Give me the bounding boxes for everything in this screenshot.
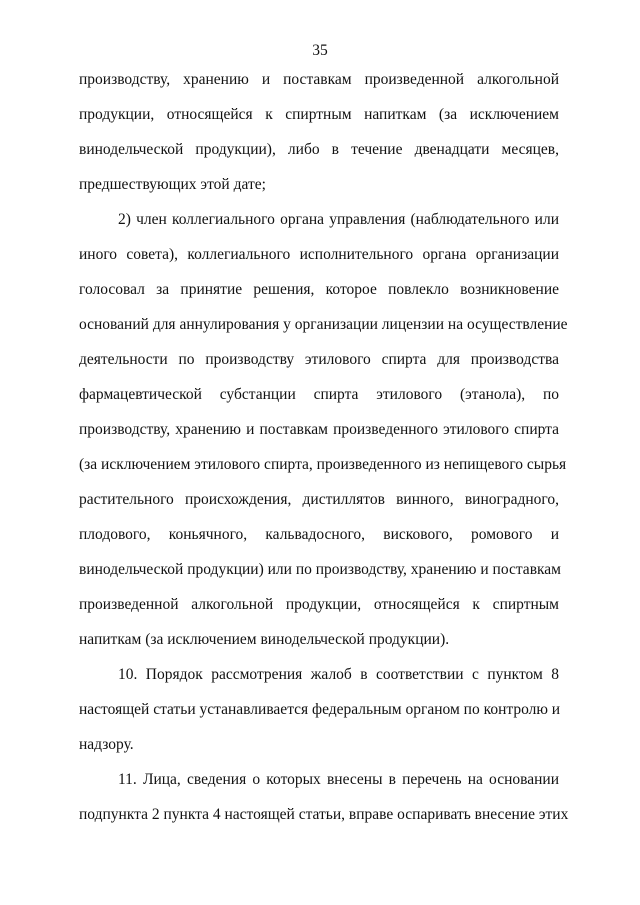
text-line: надзору. bbox=[79, 736, 134, 753]
text-line: 11. Лица, сведения о которых внесены в перечень на основании bbox=[118, 771, 559, 788]
text-line: напиткам (за исключением винодельческой продукции). bbox=[79, 631, 450, 648]
page-number: 35 bbox=[312, 42, 328, 59]
text-line: винодельческой продукции), либо в течение двенадцати месяцев, bbox=[79, 141, 559, 158]
text-line: продукции, относящейся к спиртным напиткам (за исключением bbox=[79, 106, 559, 123]
text-line: подпункта 2 пункта 4 настоящей статьи, вправе оспаривать внесение этих bbox=[79, 806, 569, 823]
text-line: фармацевтической субстанции спирта этилового (этанола), по bbox=[79, 386, 559, 403]
text-line: оснований для аннулирования у организации лицензии на осуществление bbox=[79, 316, 568, 333]
text-line: растительного происхождения, дистиллятов винного, виноградного, bbox=[79, 491, 559, 508]
text-line: иного совета), коллегиального исполнительного органа организации bbox=[79, 246, 559, 263]
text-line: деятельности по производству этилового спирта для производства bbox=[79, 351, 559, 368]
text-line: производству, хранению и поставкам произведенной алкогольной bbox=[79, 71, 559, 88]
text-line: настоящей статьи устанавливается федеральным органом по контролю и bbox=[79, 701, 561, 718]
text-line: (за исключением этилового спирта, произведенного из непищевого сырья bbox=[79, 456, 567, 473]
text-line: произведенной алкогольной продукции, относящейся к спиртным bbox=[79, 596, 559, 613]
text-line: предшествующих этой дате; bbox=[79, 176, 266, 193]
text-line: 2) член коллегиального органа управления (наблюдательного или bbox=[118, 211, 559, 228]
text-line: голосовал за принятие решения, которое повлекло возникновение bbox=[79, 281, 559, 298]
text-line: винодельческой продукции) или по производству, хранению и поставкам bbox=[79, 561, 561, 578]
text-line: плодового, коньячного, кальвадосного, вискового, ромового и bbox=[79, 526, 559, 543]
text-line: 10. Порядок рассмотрения жалоб в соответствии с пунктом 8 bbox=[118, 666, 559, 683]
text-line: производству, хранению и поставкам произведенного этилового спирта bbox=[79, 421, 559, 438]
